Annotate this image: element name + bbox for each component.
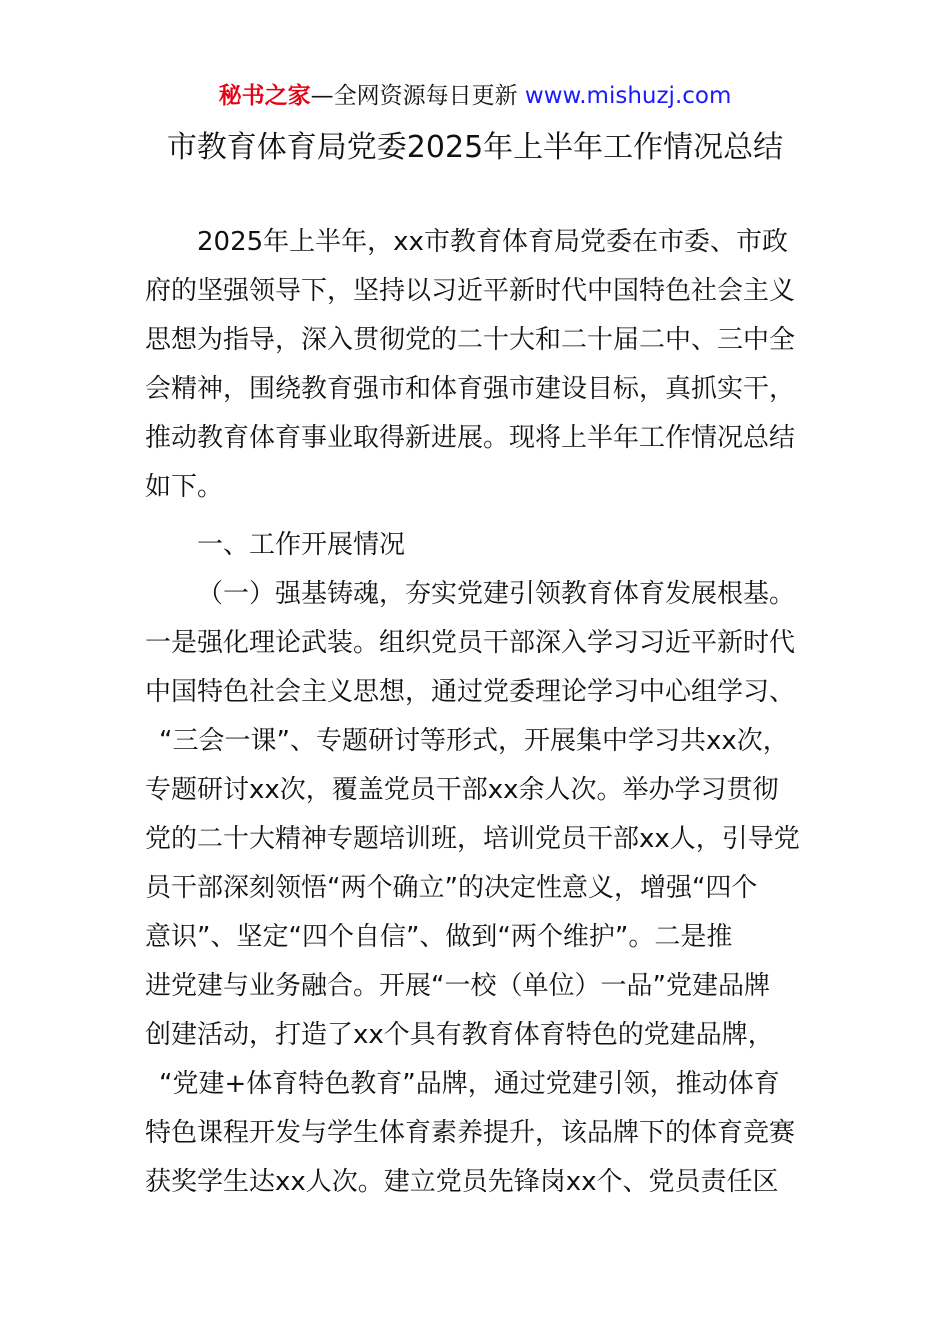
document-title: 市教育体育局党委2025年上半年工作情况总结 (166, 130, 784, 165)
text-line: （一）强基铸魂，夯实党建引领教育体育发展根基。 (197, 579, 796, 609)
section-heading-text: 一、工作开展情况 (197, 530, 406, 560)
site-url-link[interactable]: www.mishuzj.com (524, 83, 732, 109)
site-header (0, 80, 950, 112)
intro-paragraph (145, 218, 807, 512)
text-line: 推动教育体育事业取得新进展。现将上半年工作情况总结 (145, 423, 796, 453)
text-line: 党的二十大精神专题培训班，培训党员干部xx人，引导党 (145, 824, 800, 854)
text-line: 员干部深刻领悟“两个确立”的决定性意义，增强“四个 (145, 873, 758, 903)
header-tagline: —全网资源每日更新 (310, 83, 525, 109)
text-line: 会精神，围绕教育强市和体育强市建设目标，真抓实干， (145, 374, 796, 404)
text-line: 如下。 (145, 472, 224, 502)
text-line: 进党建与业务融合。开展“一校（单位）一品”党建品牌 (145, 971, 770, 1001)
text-line: 专题研讨xx次，覆盖党员干部xx余人次。举办学习贯彻 (145, 775, 779, 805)
section-paragraph (145, 570, 807, 1207)
text-line: 中国特色社会主义思想，通过党委理论学习中心组学习、 (145, 677, 796, 707)
text-line: 创建活动，打造了xx个具有教育体育特色的党建品牌， (145, 1020, 774, 1050)
text-line: 特色课程开发与学生体育素养提升，该品牌下的体育竞赛 (145, 1118, 796, 1148)
text-line: 一是强化理论武装。组织党员干部深入学习习近平新时代 (145, 628, 796, 658)
brand-name: 秘书之家 (218, 83, 311, 109)
text-line: 意识”、坚定“四个自信”、做到“两个维护”。二是推 (145, 922, 733, 952)
text-line: “党建+体育特色教育”品牌，通过党建引领，推动体育 (159, 1069, 780, 1099)
text-line: 思想为指导，深入贯彻党的二十大和二十届二中、三中全 (145, 325, 796, 355)
section-heading (145, 521, 807, 570)
text-line: 2025年上半年，xx市教育体育局党委在市委、市政 (197, 227, 788, 257)
text-line: 府的坚强领导下，坚持以习近平新时代中国特色社会主义 (145, 276, 796, 306)
text-line: 获奖学生达xx人次。建立党员先锋岗xx个、党员责任区 (145, 1167, 779, 1197)
text-line: “三会一课”、专题研讨等形式，开展集中学习共xx次， (159, 726, 789, 756)
